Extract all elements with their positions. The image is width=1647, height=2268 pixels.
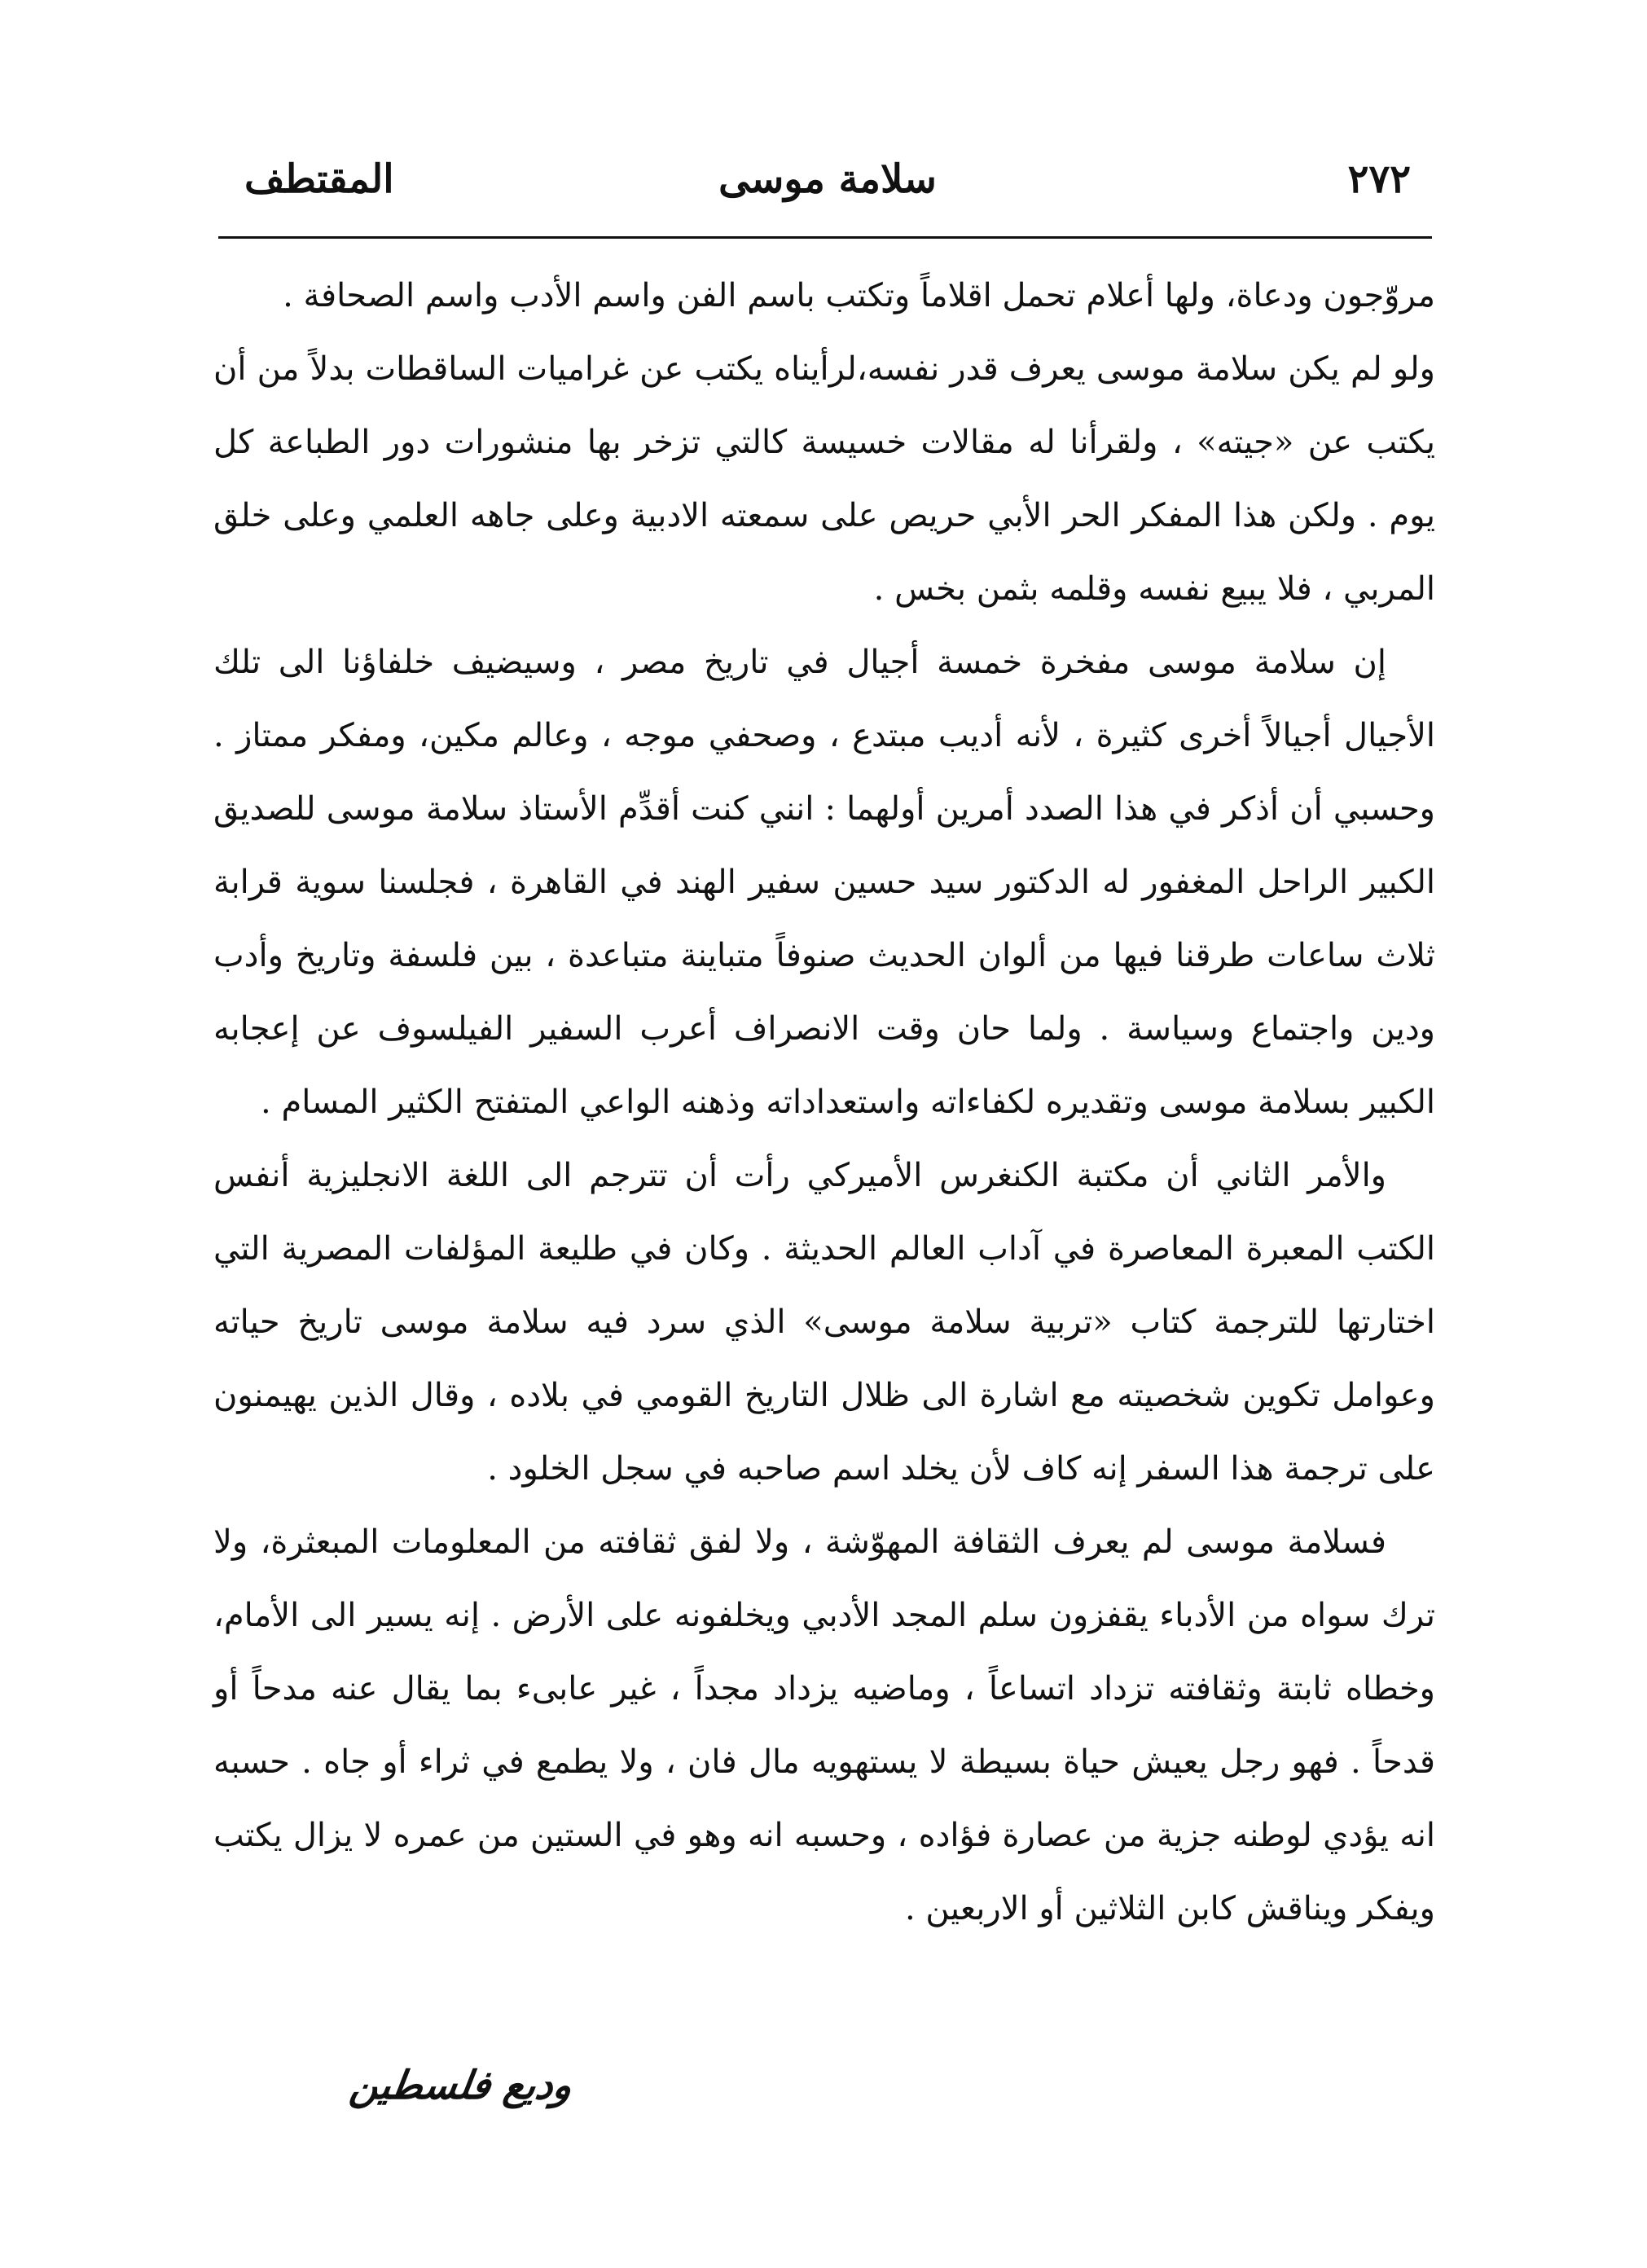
paragraph: مروّجون ودعاة، ولها أعلام تحمل اقلاماً وتكتب باسم الفن واسم الأدب واسم الصحافة . — [283, 277, 1435, 314]
header-divider — [218, 236, 1432, 239]
paragraph: فسلامة موسى لم يعرف الثقافة المهوّشة ، ولا لفق ثقافته من المعلومات المبعثرة، ولا ترك سواه من الأدباء يقفزون سلم المجد الأدبي ويخلفونه على الأرض . إنه يسير الى الأمام، وخطاه ثابتة وثقافته تزداد اتساعاً ، وماضيه يزداد مجداً ، غير عابىء بما يقال عنه مدحاً أو قدحاً . فهو رجل يعيش حياة بسيطة لا يستهويه مال فان ، ولا يطمع في ثراء أو جاه . حسبه انه يؤدي لوطنه جزية من عصارة فؤاده ، وحسبه انه وهو في الستين من عمره لا يزال يكتب ويفكر ويناقش كابن الثلاثين أو الاربعين . — [213, 1523, 1435, 1927]
paragraph: ولو لم يكن سلامة موسى يعرف قدر نفسه،لرأيناه يكتب عن غراميات الساقطات بدلاً من أن يكتب عن «جيته» ، ولقرأنا له مقالات خسيسة كالتي تزخر بها منشورات دور الطباعة كل يوم . ولكن هذا المفكر الحر الأبي حريص على سمعته الادبية وعلى جاهه العلمي وعلى خلق المربي ، فلا يبيع نفسه وقلمه بثمن بخس . — [213, 350, 1436, 608]
page-number: ٢٧٢ — [1347, 156, 1411, 202]
author-signature: وديع فلسطين — [346, 2063, 575, 2108]
paragraph: إن سلامة موسى مفخرة خمسة أجيال في تاريخ مصر ، وسيضيف خلفاؤنا الى تلك الأجيال أجيالاً أخرى كثيرة ، لأنه أديب مبتدع ، وصحفي موجه ، وعالم مكين، ومفكر ممتاز . وحسبي أن أذكر في هذا الصدد أمرين أولهما : انني كنت أقدِّم الأستاذ سلامة موسى للصديق الكبير الراحل المغفور له الدكتور سيد حسين سفير الهند في القاهرة ، فجلسنا سوية قرابة ثلاث ساعات طرقنا فيها من ألوان الحديث صنوفاً متباينة متباعدة ، بين فلسفة وتاريخ وأدب ودين واجتماع وسياسة . ولما حان وقت الانصراف أعرب السفير الفيلسوف عن إعجابه الكبير بسلامة موسى وتقديره لكفاءاته واستعداداته وذهنه الواعي المتفتح الكثير المسام . — [213, 644, 1435, 1121]
article-body — [213, 259, 1435, 1945]
running-title: سلامة موسى — [718, 156, 937, 202]
running-header — [244, 151, 1411, 208]
paragraph: والأمر الثاني أن مكتبة الكنغرس الأميركي رأت أن تترجم الى اللغة الانجليزية أنفس الكتب المعبرة المعاصرة في آداب العالم الحديثة . وكان في طليعة المؤلفات المصرية التي اختارتها للترجمة كتاب «تربية سلامة موسى» الذي سرد فيه سلامة موسى تاريخ حياته وعوامل تكوين شخصيته مع اشارة الى ظلال التاريخ القومي في بلاده ، وقال الذين يهيمنون على ترجمة هذا السفر إنه كاف لأن يخلد اسم صاحبه في سجل الخلود . — [213, 1157, 1435, 1488]
journal-name: المقتطف — [244, 156, 394, 202]
